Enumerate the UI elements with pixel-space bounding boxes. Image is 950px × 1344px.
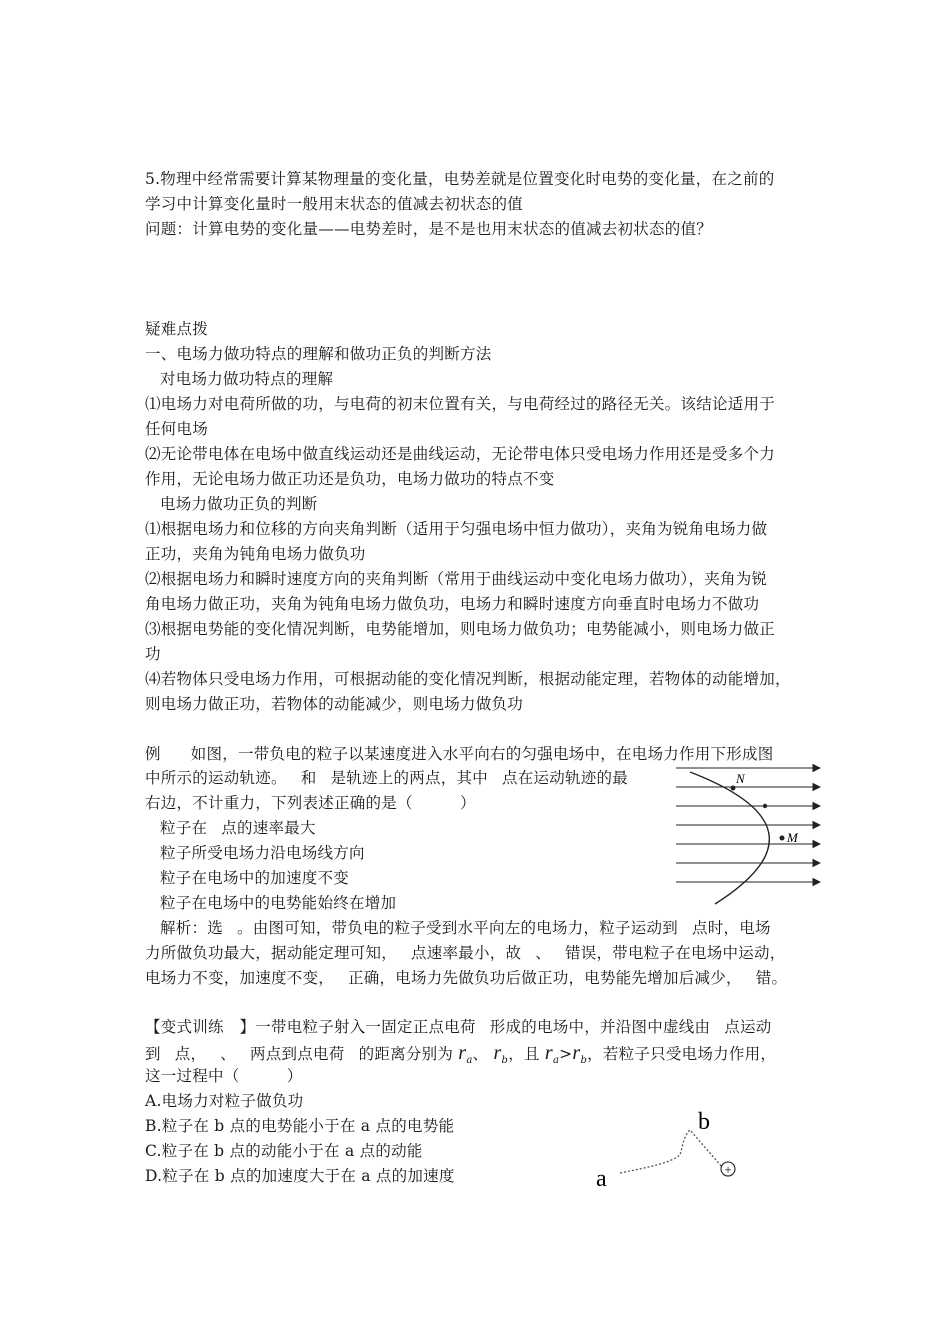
variant-l2b: 点， xyxy=(174,1045,207,1063)
greater-than: > xyxy=(559,1045,573,1063)
variant-l1a: 【变式训练 】一带电粒子射入一固定正点电荷 xyxy=(145,1018,476,1036)
variant-option-c: C.粒子在 b 点的动能小于在 a 点的动能 xyxy=(145,1142,423,1160)
sol3a: 电场力不变，加速度不变， xyxy=(145,969,335,987)
rule-4a: ⑷若物体只受电场力作用，可根据动能的变化情况判断，根据动能定理，若物体的动能增加， xyxy=(145,670,791,688)
para-2a: ⑵无论带电体在电场中做直线运动还是曲线运动，无论带电体只受电场力作用还是受多个力 xyxy=(145,445,776,463)
sol2a: 力所做负功最大，据动能定理可知， xyxy=(145,944,398,962)
example-l2d: 点在运动轨迹的最 xyxy=(502,769,629,787)
rule-2b: 角电场力做正功，夹角为钝角电场力做负功，电场力和瞬时速度方向垂直时电场力不做功 xyxy=(145,595,760,613)
section5-line1: 5.物理中经常需要计算某物理量的变化量，电势差就是位置变化时电势的变化量，在之前的 xyxy=(145,170,775,188)
example-line2 xyxy=(145,768,628,788)
example-l2a: 中所示的运动轨迹。 xyxy=(145,769,287,787)
variant-l2c: 、 xyxy=(220,1045,237,1063)
subscript-a-2: a xyxy=(552,1055,560,1066)
variant-l2e: 的距离分别为 xyxy=(358,1045,454,1063)
rule-1b: 正功，夹角为钝角电场力做负功 xyxy=(145,545,366,563)
symbol-r-a-2: r xyxy=(544,1042,553,1064)
section5-question: 问题：计算电势的变化量——电势差时，是不是也用末状态的值减去初状态的值？ xyxy=(145,220,713,238)
subheading-2: 电场力做功正负的判断 xyxy=(160,495,318,513)
para-1b: 任何电场 xyxy=(145,420,209,438)
example-option-c: 粒子在电场中的加速度不变 xyxy=(160,869,350,887)
variant-l2d: 两点到点电荷 xyxy=(250,1045,345,1063)
sol1a: 解析：选 xyxy=(160,919,224,937)
sol1b: 。由图可知，带负电的粒子受到水平向左的电场力，粒子运动到 xyxy=(237,919,679,937)
point-n xyxy=(731,786,736,791)
variant-l2f: ，且 xyxy=(508,1045,540,1063)
symbol-r-a: r xyxy=(458,1042,467,1064)
variant-option-b: B.粒子在 b 点的电势能小于在 a 点的电势能 xyxy=(145,1117,455,1135)
label-m: M xyxy=(787,830,798,845)
para-2b: 作用，无论电场力做正功还是负功，电场力做功的特点不变 xyxy=(145,470,555,488)
trajectory-direction-mark xyxy=(763,804,767,808)
symbol-r-b: r xyxy=(493,1042,502,1064)
variant-option-a: A.电场力对粒子做负功 xyxy=(145,1092,304,1110)
rule-1a: ⑴根据电场力和位移的方向夹角判断（适用于匀强电场中恒力做功），夹角为锐角电场力做 xyxy=(145,520,768,538)
trajectory-curve xyxy=(690,772,769,904)
example-l2b: 和 xyxy=(300,769,317,787)
variant-line3: 这一过程中（ ） xyxy=(145,1067,303,1085)
subheading-1: 对电场力做功特点的理解 xyxy=(160,370,334,388)
example-label: 例 xyxy=(145,745,161,763)
example-l1: 如图，一带负电的粒子以某速度进入水平向右的匀强电场中，在电场力作用下形成图 xyxy=(190,745,774,763)
variant-option-d: D.粒子在 b 点的加速度大于在 a 点的加速度 xyxy=(145,1167,455,1185)
section-title: 疑难点拨 xyxy=(145,320,209,338)
sol3c: 错。 xyxy=(755,969,788,987)
sol3b: 正确，电场力先做负功后做正功，电势能先增加后减少， xyxy=(348,969,742,987)
variant-l2g: ，若粒子只受电场力作用， xyxy=(587,1045,777,1063)
plus-sign: + xyxy=(724,1162,732,1177)
symbol-r-b-2: r xyxy=(572,1042,581,1064)
example-option-b: 粒子所受电场力沿电场线方向 xyxy=(160,844,365,862)
field-lines xyxy=(676,768,820,882)
subscript-b-2: b xyxy=(580,1055,588,1066)
example-option-a xyxy=(160,818,316,838)
sol2d: 错误，带电粒子在电场中运动， xyxy=(565,944,786,962)
rule-3b: 功 xyxy=(145,645,161,663)
subscript-a: a xyxy=(466,1055,473,1066)
solution-line2 xyxy=(145,943,786,963)
example-line3: 右边，不计重力，下列表述正确的是（ ） xyxy=(145,794,476,812)
rule-4b: 则电场力做正功，若物体的动能减少，则电场力做负功 xyxy=(145,695,524,713)
option-a-part1: 粒子在 xyxy=(160,819,208,837)
rule-2a: ⑵根据电场力和瞬时速度方向的夹角判断（常用于曲线运动中变化电场力做功），夹角为锐 xyxy=(145,570,768,588)
solution-line1 xyxy=(160,918,771,938)
option-a-part2: 点的速率最大 xyxy=(221,819,316,837)
variant-line1 xyxy=(145,1017,772,1037)
point-m xyxy=(780,836,785,841)
section5-line2: 学习中计算变化量时一般用末状态的值减去初状态的值 xyxy=(145,195,524,213)
separator: 、 xyxy=(472,1045,489,1063)
sol1c: 点时，电场 xyxy=(692,919,771,937)
variant-l1c: 点运动 xyxy=(724,1018,772,1036)
charge-path-figure xyxy=(590,1105,750,1195)
label-b: b xyxy=(698,1109,710,1135)
label-n: N xyxy=(736,771,745,786)
example-option-d: 粒子在电场中的电势能始终在增加 xyxy=(160,894,397,912)
dashed-trajectory xyxy=(620,1130,722,1173)
solution-line3 xyxy=(145,968,787,988)
heading-1: 一、电场力做功特点的理解和做功正负的判断方法 xyxy=(145,345,492,363)
sol2c: 、 xyxy=(535,944,552,962)
label-a: a xyxy=(596,1166,607,1192)
subscript-b: b xyxy=(501,1055,509,1066)
variant-l2a: 到 xyxy=(145,1045,161,1063)
sol2b: 点速率最小，故 xyxy=(411,944,522,962)
variant-l1b: 形成的电场中，并沿图中虚线由 xyxy=(489,1018,711,1036)
electric-field-figure xyxy=(670,758,830,908)
para-1a: ⑴电场力对电荷所做的功，与电荷的初末位置有关，与电荷经过的路径无关。该结论适用于 xyxy=(145,395,776,413)
rule-3a: ⑶根据电势能的变化情况判断，电势能增加，则电场力做负功；电势能减小，则电场力做正 xyxy=(145,620,776,638)
example-l2c: 是轨迹上的两点，其中 xyxy=(330,769,489,787)
